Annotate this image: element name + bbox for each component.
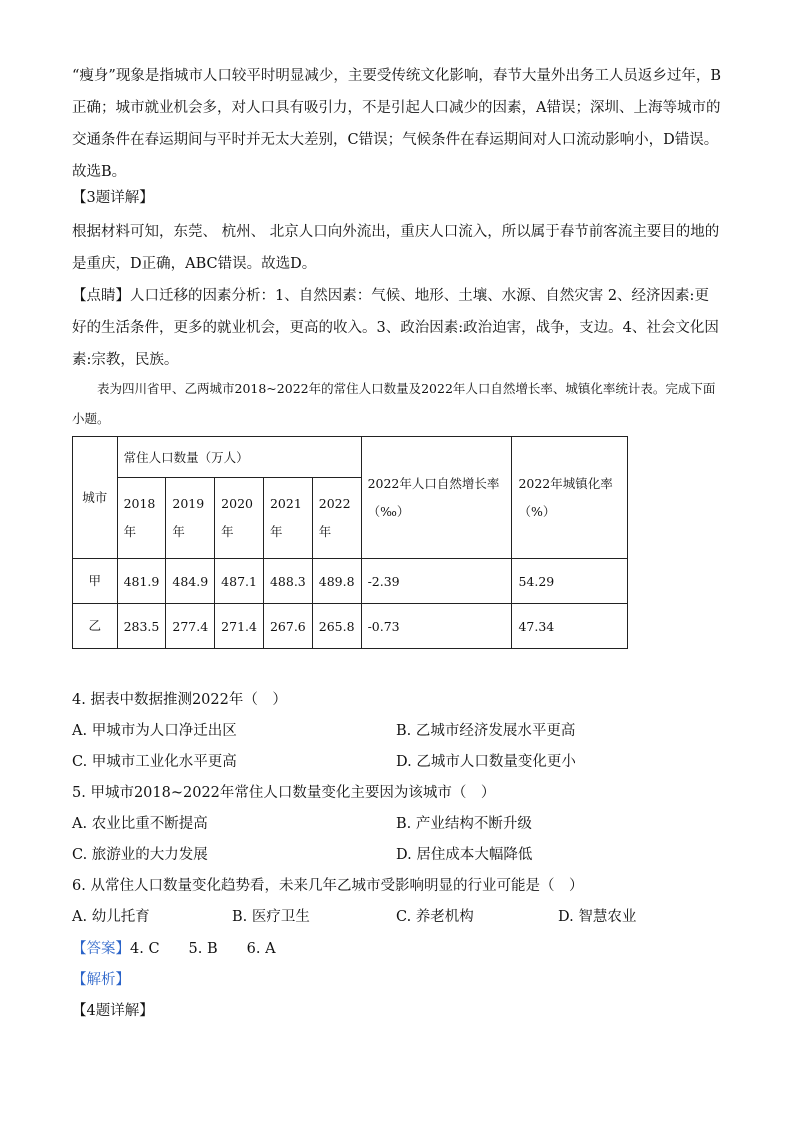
answer-line	[72, 939, 276, 959]
city-cell: 甲	[73, 559, 118, 604]
pop-cell: 277.4	[166, 604, 215, 649]
q4-heading: 【4题详解】	[72, 1003, 154, 1019]
pop-cell: 481.9	[117, 559, 166, 604]
q3-heading: 【3题详解】	[72, 190, 154, 206]
year-cell: 2019年	[166, 478, 215, 559]
pop-cell: 489.8	[312, 559, 361, 604]
question-5-option-c: C. 旅游业的大力发展	[72, 847, 208, 863]
growth-header-cell: 2022年人口自然增长率（‰）	[361, 437, 512, 559]
year-cell: 2018年	[117, 478, 166, 559]
urban-header-cell: 2022年城镇化率（%）	[512, 437, 628, 559]
table-intro: 表为四川省甲、乙两城市2018~2022年的常住人口数量及2022年人口自然增长率、城镇化率统计表。完成下面小题。	[72, 381, 716, 426]
growth-cell: -0.73	[361, 604, 512, 649]
pop-cell: 283.5	[117, 604, 166, 649]
year-cell: 2021年	[263, 478, 312, 559]
city-header-cell: 城市	[73, 437, 118, 559]
question-4-option-d: D. 乙城市人口数量变化更小	[396, 754, 576, 770]
question-4-option-a: A. 甲城市为人口净迁出区	[72, 723, 237, 739]
year-cell: 2020年	[215, 478, 264, 559]
table-row	[73, 604, 628, 649]
question-4-option-b: B. 乙城市经济发展水平更高	[396, 723, 576, 739]
dianjing-text: 人口迁移的因素分析：1、自然因素：气候、地形、土壤、水源、自然灾害 2、经济因素:更好的生活条件，更多的就业机会，更高的收入。3、政治因素:政治迫害，战争，支边。4、社会文化因素:宗教，民族。	[72, 288, 719, 368]
pop-cell: 271.4	[215, 604, 264, 649]
pop-cell: 487.1	[215, 559, 264, 604]
question-6-option-c: C. 养老机构	[396, 909, 474, 925]
question-5-option-d: D. 居住成本大幅降低	[396, 847, 533, 863]
question-6-option-a: A. 幼儿托育	[72, 909, 150, 925]
question-5-stem: 5. 甲城市2018~2022年常住人口数量变化主要因为该城市（ ）	[72, 785, 496, 801]
q3-detail-paragraph: 根据材料可知，东莞、 杭州、 北京人口向外流出，重庆人口流入，所以属于春节前客流主要目的地的是重庆，D正确，ABC错误。故选D。	[72, 224, 720, 272]
pop-cell: 484.9	[166, 559, 215, 604]
table-row	[73, 559, 628, 604]
dianjing-paragraph	[72, 280, 722, 376]
question-5-option-b: B. 产业结构不断升级	[396, 816, 532, 832]
urban-cell: 47.34	[512, 604, 628, 649]
population-table	[72, 436, 628, 649]
answer-label: 【答案】	[72, 941, 130, 957]
question-6-stem: 6. 从常住人口数量变化趋势看，未来几年乙城市受影响明显的行业可能是（ ）	[72, 878, 584, 894]
pop-cell: 265.8	[312, 604, 361, 649]
pop-cell: 488.3	[263, 559, 312, 604]
table-header-row	[73, 437, 628, 478]
question-4-stem: 4. 据表中数据推测2022年（ ）	[72, 692, 287, 708]
analysis-label: 【解析】	[72, 972, 130, 988]
explanation-paragraph: “瘦身”现象是指城市人口较平时明显减少，主要受传统文化影响，春节大量外出务工人员返乡过年，B正确；城市就业机会多，对人口具有吸引力，不是引起人口减少的因素，A错误；深圳、上海等城市的交通条件在春运期间与平时并无太大差别，C错误；气候条件在春运期间对人口流动影响小，D错误。故选B。	[72, 68, 721, 180]
question-6-option-d: D. 智慧农业	[558, 909, 637, 925]
answer-text: 4. C 5. B 6. A	[130, 941, 276, 957]
city-cell: 乙	[73, 604, 118, 649]
urban-cell: 54.29	[512, 559, 628, 604]
pop-header-cell: 常住人口数量（万人）	[117, 437, 361, 478]
year-cell: 2022年	[312, 478, 361, 559]
question-6-option-b: B. 医疗卫生	[232, 909, 310, 925]
pop-cell: 267.6	[263, 604, 312, 649]
question-4-option-c: C. 甲城市工业化水平更高	[72, 754, 237, 770]
dianjing-label: 【点睛】	[72, 288, 130, 304]
growth-cell: -2.39	[361, 559, 512, 604]
question-5-option-a: A. 农业比重不断提高	[72, 816, 208, 832]
